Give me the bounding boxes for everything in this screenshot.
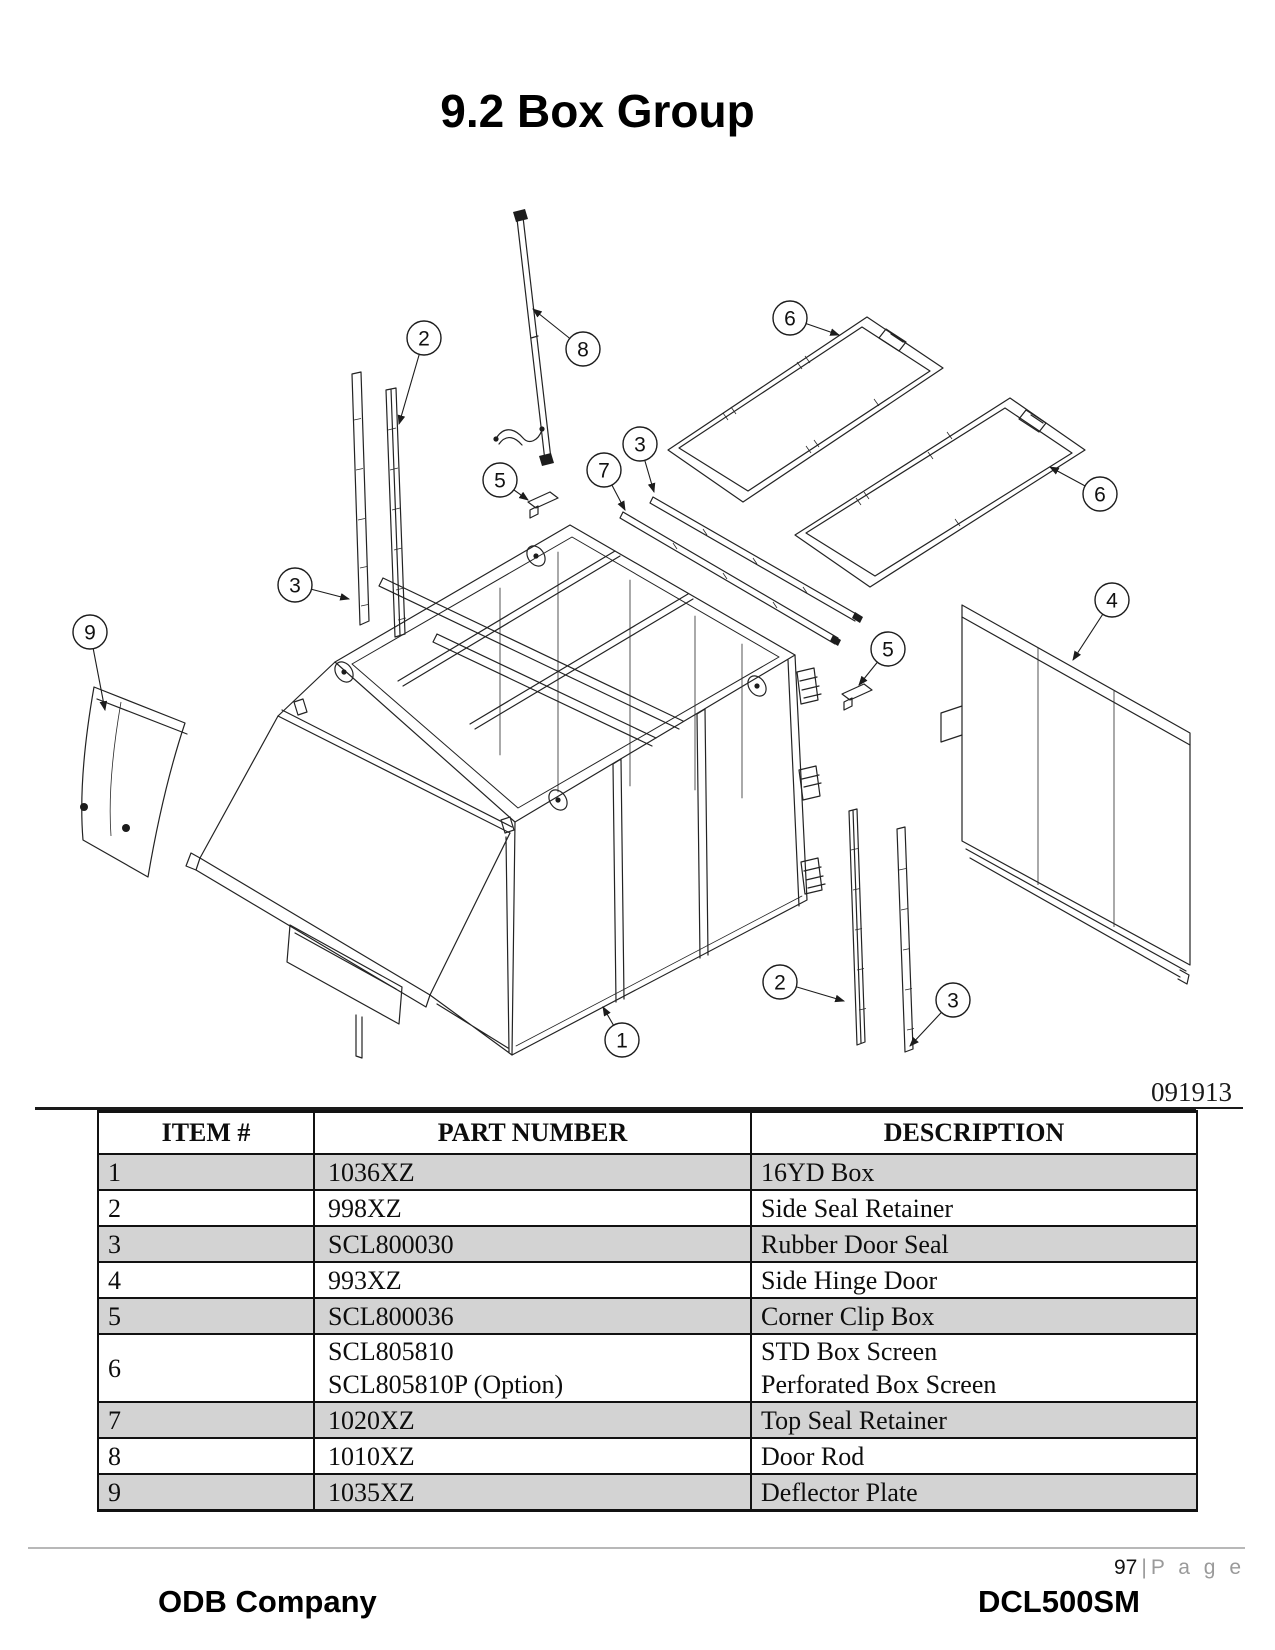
callout-label: 9 [84, 621, 96, 645]
cell-description: Side Seal Retainer [751, 1190, 1197, 1226]
deflector-plate-drawing [80, 687, 187, 877]
table-row [98, 1226, 1197, 1262]
callout-label: 5 [494, 469, 506, 493]
exploded-view-diagram [0, 200, 1275, 1080]
cell-description: Top Seal Retainer [751, 1402, 1197, 1438]
callout-label: 2 [774, 971, 786, 995]
footer-rule [28, 1547, 1245, 1549]
cell-item: 2 [98, 1190, 314, 1226]
callout-label: 7 [598, 459, 610, 483]
lifting-lugs [331, 542, 770, 813]
right-seal-strips [849, 809, 914, 1052]
cell-item: 9 [98, 1474, 314, 1511]
page-word: P a g e [1150, 1556, 1245, 1579]
cell-item: 1 [98, 1154, 314, 1190]
table-row [98, 1334, 1197, 1402]
cell-item: 5 [98, 1298, 314, 1334]
drawing-number: 091913 [1151, 1077, 1232, 1107]
callout-label: 4 [1106, 589, 1118, 613]
cell-part-number: 1020XZ [314, 1402, 751, 1438]
cell-description: Deflector Plate [751, 1474, 1197, 1511]
box-screen-2 [795, 398, 1085, 587]
callout-label: 3 [289, 574, 301, 598]
callout-leaders [90, 309, 1112, 1046]
parts-table [97, 1110, 1198, 1512]
box-body-drawing [186, 525, 825, 1058]
table-row [98, 1190, 1197, 1226]
cell-item: 6 [98, 1334, 314, 1402]
page-number [1114, 1556, 1245, 1580]
box-screen-1 [668, 317, 943, 502]
cell-description: STD Box Screen Perforated Box Screen [751, 1334, 1197, 1402]
cell-description: Rubber Door Seal [751, 1226, 1197, 1262]
callout-label: 6 [1094, 483, 1106, 507]
table-row [98, 1154, 1197, 1190]
left-seal-strips [352, 372, 406, 637]
cell-part-number: 1010XZ [314, 1438, 751, 1474]
door-rod-drawing [493, 209, 554, 466]
callout-label: 5 [882, 638, 894, 662]
callout-label: 2 [418, 327, 430, 351]
table-row [98, 1438, 1197, 1474]
table-top-rule-extension [1196, 1107, 1243, 1109]
callout-label: 3 [947, 989, 959, 1013]
callout-label: 1 [616, 1029, 628, 1053]
page-number-value: 97 [1114, 1556, 1138, 1579]
cell-part-number: SCL800030 [314, 1226, 751, 1262]
cell-part-number: 1036XZ [314, 1154, 751, 1190]
callout-label: 8 [577, 338, 589, 362]
callout-label: 3 [634, 433, 646, 457]
header-description: DESCRIPTION [751, 1112, 1197, 1155]
cell-part-number: SCL805810 SCL805810P (Option) [314, 1334, 751, 1402]
table-row [98, 1262, 1197, 1298]
cell-item: 7 [98, 1402, 314, 1438]
cell-item: 3 [98, 1226, 314, 1262]
cell-item: 4 [98, 1262, 314, 1298]
table-row [98, 1474, 1197, 1511]
cell-description: Door Rod [751, 1438, 1197, 1474]
callout-label: 6 [784, 307, 796, 331]
cell-description: Side Hinge Door [751, 1262, 1197, 1298]
page-title: 9.2 Box Group [440, 85, 755, 137]
table-row [98, 1298, 1197, 1334]
footer-company: ODB Company [158, 1584, 377, 1619]
cell-item: 8 [98, 1438, 314, 1474]
cell-description: 16YD Box [751, 1154, 1197, 1190]
footer-model: DCL500SM [978, 1584, 1140, 1619]
header-item: ITEM # [98, 1112, 314, 1155]
cell-part-number: 993XZ [314, 1262, 751, 1298]
cell-description: Corner Clip Box [751, 1298, 1197, 1334]
side-hinge-door-drawing [941, 605, 1190, 984]
cell-part-number: 998XZ [314, 1190, 751, 1226]
cell-part-number: SCL800036 [314, 1298, 751, 1334]
parts-table-header-row [98, 1112, 1197, 1155]
page-number-separator: | [1141, 1556, 1147, 1579]
callout-balloons [73, 301, 1129, 1057]
cell-part-number: 1035XZ [314, 1474, 751, 1511]
header-part-number: PART NUMBER [314, 1112, 751, 1155]
table-row [98, 1402, 1197, 1438]
